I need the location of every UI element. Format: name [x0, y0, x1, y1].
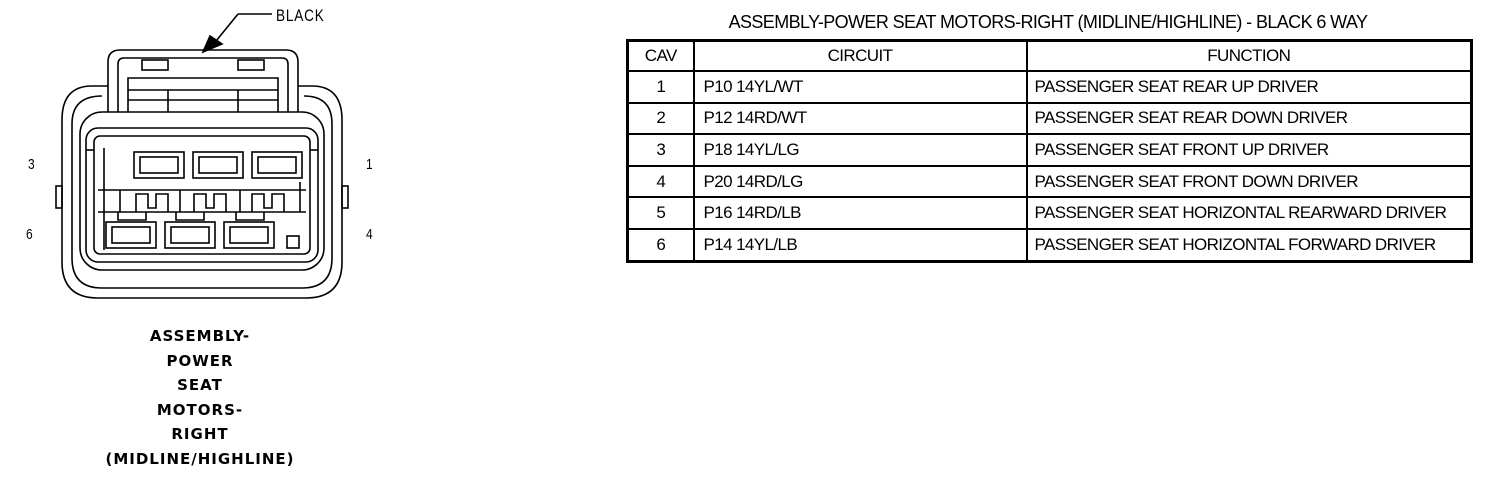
- connector-caption: [95, 324, 305, 471]
- cell-circuit: P16 14RD/LB: [694, 197, 1027, 229]
- table-row: [628, 166, 1472, 198]
- caption-line: MOTORS-: [156, 400, 244, 419]
- cell-cav: 5: [628, 197, 694, 229]
- table-row: [628, 71, 1472, 103]
- connector-shell: [56, 86, 348, 298]
- table-row: [628, 134, 1472, 166]
- cell-cav: 3: [628, 134, 694, 166]
- cavity-separator: [98, 190, 306, 220]
- cell-function: PASSENGER SEAT REAR DOWN DRIVER: [1027, 103, 1472, 135]
- caption-line: POWER: [166, 351, 234, 370]
- caption-line: RIGHT: [171, 425, 229, 443]
- header-cav: CAV: [628, 41, 694, 72]
- cell-circuit: P18 14YL/LG: [694, 134, 1027, 166]
- cell-circuit: P12 14RD/WT: [694, 103, 1027, 135]
- cell-circuit: P14 14YL/LB: [694, 229, 1027, 261]
- pin-label-top-right: 1: [366, 156, 373, 173]
- caption-line: (MIDLINE/HIGHLINE): [105, 449, 295, 468]
- cell-circuit: P10 14YL/WT: [694, 71, 1027, 103]
- cell-function: PASSENGER SEAT REAR UP DRIVER: [1027, 71, 1472, 103]
- cell-cav: 6: [628, 229, 694, 261]
- cell-cav: 2: [628, 103, 694, 135]
- connector-latch: [108, 50, 298, 112]
- cell-function: PASSENGER SEAT FRONT DOWN DRIVER: [1027, 166, 1472, 198]
- caption-line: ASSEMBLY-: [149, 327, 251, 345]
- table-row: [628, 197, 1472, 229]
- cell-cav: 4: [628, 166, 694, 198]
- callout-arrow: [203, 14, 272, 52]
- pin-label-top-left: 3: [28, 156, 35, 173]
- pin-label-bottom-left: 6: [26, 226, 33, 243]
- cell-function: PASSENGER SEAT HORIZONTAL FORWARD DRIVER: [1027, 229, 1472, 261]
- table-title: ASSEMBLY-POWER SEAT MOTORS-RIGHT (MIDLINE/HIGHLINE) - BLACK 6 WAY: [728, 12, 1368, 32]
- table-header-row: [628, 41, 1472, 72]
- cell-function: PASSENGER SEAT HORIZONTAL REARWARD DRIVER: [1027, 197, 1472, 229]
- pinout-table: [626, 39, 1473, 263]
- connector-diagram: [0, 0, 620, 478]
- table-row: [628, 229, 1472, 261]
- header-function: FUNCTION: [1027, 41, 1472, 72]
- caption-line: SEAT: [177, 376, 223, 394]
- cell-circuit: P20 14RD/LG: [694, 166, 1027, 198]
- cell-cav: 1: [628, 71, 694, 103]
- header-circuit: CIRCUIT: [694, 41, 1027, 72]
- pin-label-bottom-right: 4: [366, 226, 373, 243]
- cavity-row-bottom: [106, 222, 299, 248]
- table-row: [628, 103, 1472, 135]
- connector-color-callout: BLACK: [276, 6, 325, 25]
- cell-function: PASSENGER SEAT FRONT UP DRIVER: [1027, 134, 1472, 166]
